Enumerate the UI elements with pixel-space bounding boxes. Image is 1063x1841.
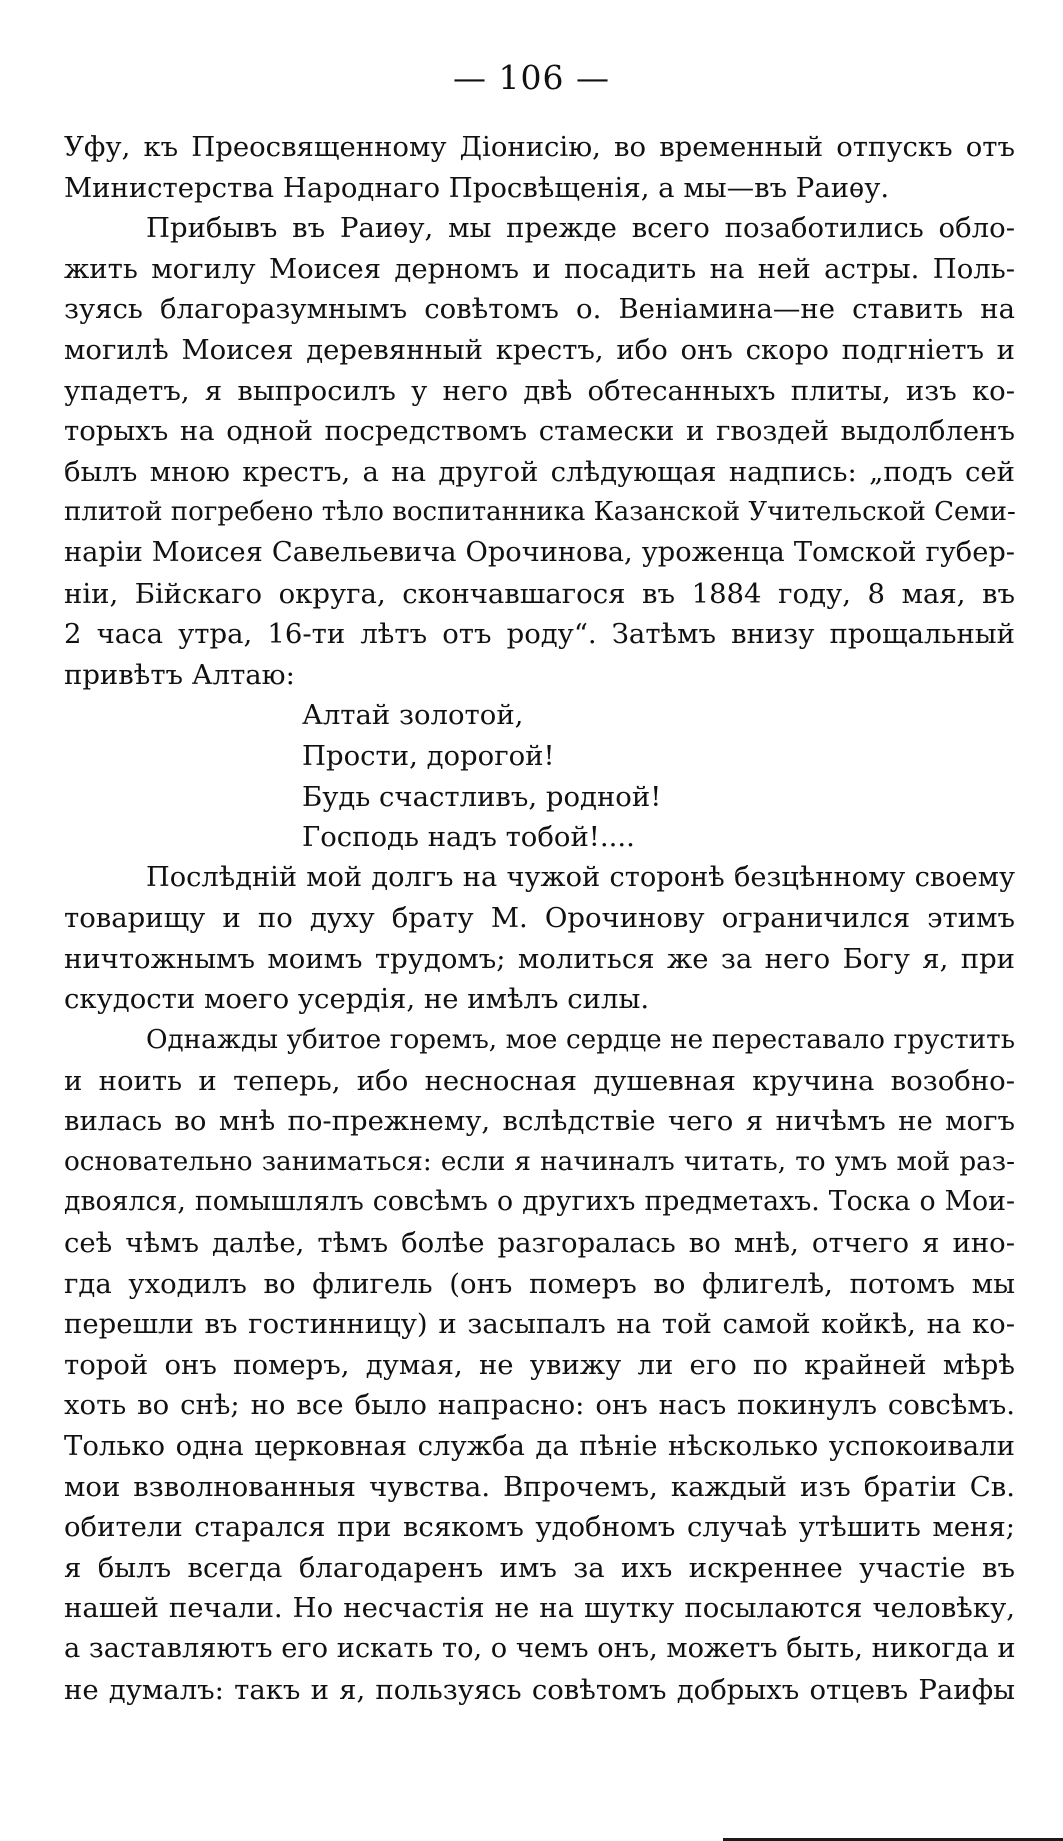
text-line: ничтожнымъ моимъ трудомъ; молиться же за него Богу я, при	[64, 942, 1015, 975]
text-line: наріи Моисея Савельевича Орочинова, уроженца Томской губер-	[64, 536, 1015, 568]
text-line: плитой погребено тѣло воспитанника Казанской Учительской Семи-	[64, 497, 1016, 528]
text-line: мои взволнованныя чувства. Впрочемъ, каждый изъ братіи Св.	[64, 1470, 1015, 1503]
text-line: я былъ всегда благодаренъ имъ за ихъ искреннее участіе въ	[64, 1551, 1015, 1584]
verse-line: Прости, дорогой!	[302, 739, 555, 772]
text-line: скудости моего усердія, не имѣлъ силы.	[64, 983, 650, 1016]
verse-line: Господь надъ тобой!....	[302, 821, 635, 854]
text-line: а заставляютъ его искать то, о чемъ онъ, можетъ быть, никогда и	[64, 1632, 1016, 1664]
text-line: торой онъ померъ, думая, не увижу ли его по крайней мѣрѣ	[64, 1348, 1015, 1381]
text-line: Министерства Народнаго Просвѣщенія, а мы—въ Раиѳу.	[64, 171, 890, 204]
paragraph-start-line: Послѣдній мой долгъ на чужой сторонѣ безцѣнному своему	[146, 861, 1015, 893]
text-line: былъ мною крестъ, а на другой слѣдующая надпись: „подъ сей	[64, 455, 1015, 488]
text-line: перешли въ гостинницу) и засыпалъ на той самой койкѣ, на ко-	[64, 1308, 1015, 1341]
text-line: сеѣ чѣмъ далѣе, тѣмъ болѣе разгоралась во мнѣ, отчего я ино-	[64, 1227, 1015, 1260]
text-line: основательно заниматься: если я начиналъ читать, то умъ мой раз-	[64, 1146, 1015, 1177]
text-line: не думалъ: такъ и я, пользуясь совѣтомъ добрыхъ отцевъ Раифы	[64, 1673, 1015, 1706]
verse-line: Будь счастливъ, родной!	[302, 780, 662, 813]
paragraph-start-line: Прибывъ въ Раиѳу, мы прежде всего позаботились обло-	[146, 212, 1015, 245]
text-line: зуясь благоразумнымъ совѣтомъ о. Веніамина—не ставить на	[64, 293, 1015, 326]
text-line: жить могилу Моисея дерномъ и посадить на ней астры. Поль-	[64, 252, 1015, 285]
text-line: 2 часа утра, 16-ти лѣтъ отъ роду“. Затѣмъ внизу прощальный	[64, 618, 1015, 651]
text-line: привѣтъ Алтаю:	[64, 658, 295, 691]
text-line: обители старался при всякомъ удобномъ случаѣ утѣшить меня;	[64, 1511, 1015, 1544]
page-number: — 106 —	[453, 58, 610, 97]
text-line: упадетъ, я выпросилъ у него двѣ обтесанныхъ плиты, изъ ко-	[64, 374, 1015, 407]
verse-line: Алтай золотой,	[302, 699, 524, 732]
paragraph-start-line: Однажды убитое горемъ, мое сердце не переставало грустить	[146, 1025, 1015, 1056]
text-line: торыхъ на одной посредствомъ стамески и гвоздей выдолбленъ	[64, 415, 1015, 448]
text-line: гда уходилъ во флигель (онъ померъ во флигелѣ, потомъ мы	[64, 1267, 1015, 1300]
text-line: и ноить и теперь, ибо несносная душевная кручина возобно-	[64, 1064, 1015, 1097]
body-text	[64, 127, 1015, 1710]
text-line: Уфу, къ Преосвященному Діонисію, во временный отпускъ отъ	[64, 131, 1015, 163]
text-line: могилѣ Моисея деревянный крестъ, ибо онъ скоро подгніетъ и	[64, 333, 1015, 366]
text-line: двоялся, помышлялъ совсѣмъ о другихъ предметахъ. Тоска о Мои-	[64, 1186, 1015, 1218]
text-line: Только одна церковная служба да пѣніе нѣсколько успокоивали	[64, 1430, 1015, 1462]
text-line: ніи, Бійскаго округа, скончавшагося въ 1884 году, 8 мая, въ	[64, 577, 1015, 610]
text-line: хоть во снѣ; но все было напрасно: онъ насъ покинулъ совсѣмъ.	[64, 1389, 1015, 1422]
text-line: нашей печали. Но несчастія не на шутку посылаются человѣку,	[64, 1592, 1015, 1625]
text-line: товарищу и по духу брату М. Орочинову ограничился этимъ	[64, 902, 1015, 935]
text-line: вилась во мнѣ по-прежнему, вслѣдствіе чего я ничѣмъ не могъ	[64, 1105, 1015, 1138]
